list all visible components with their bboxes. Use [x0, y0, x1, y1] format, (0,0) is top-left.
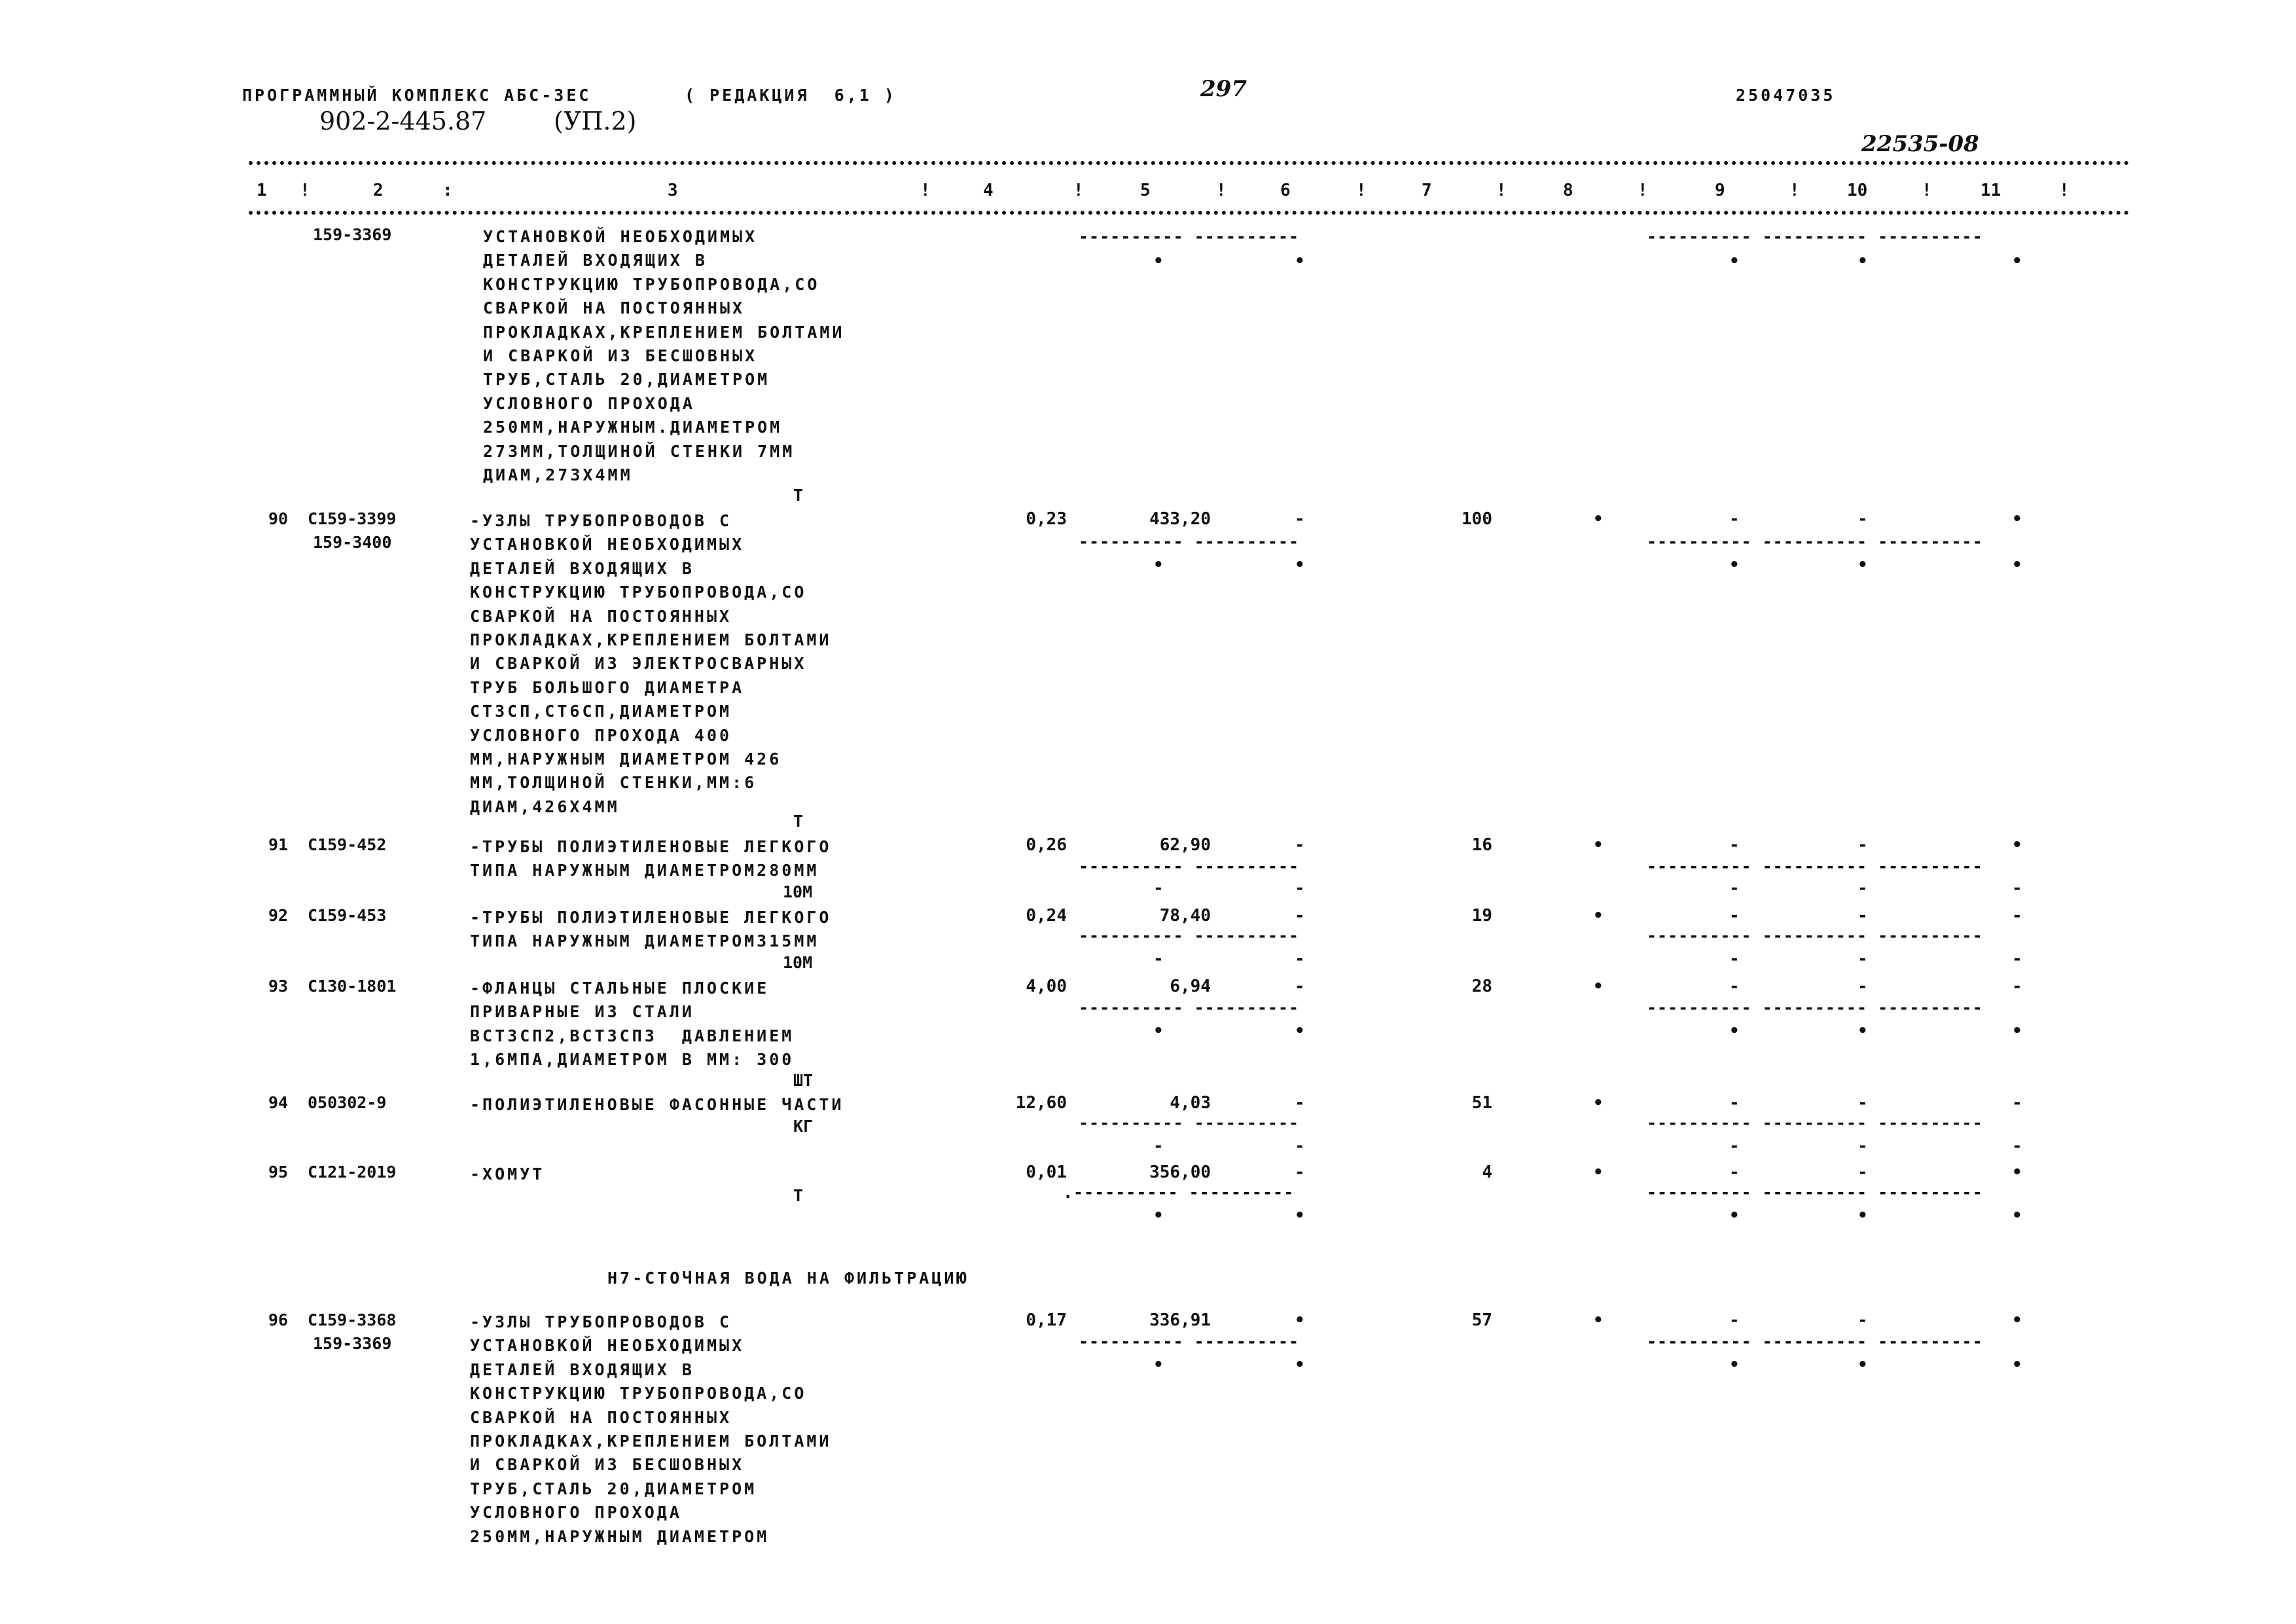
header-rule-top	[249, 161, 2130, 165]
row-description: -УЗЛЫ ТРУБОПРОВОДОВ С УСТАНОВКОЙ НЕОБХОДИМЫХ ДЕТАЛЕЙ ВХОДЯЩИХ В КОНСТРУКЦИЮ ТРУБОПРОВОДА,СО СВАРКОЙ НА ПОСТОЯННЫХ ПРОКЛАДКАХ,КРЕПЛЕНИЕМ БОЛТАМИ И СВАРКОЙ ИЗ БЕСШОВНЫХ ТРУБ,СТАЛЬ 20,ДИАМЕТРОМ УСЛОВНОГО ПРОХОДА 250ММ,НАРУЖНЫМ ДИАМЕТРОМ	[470, 1312, 832, 1546]
row-code: С159-3368	[308, 1310, 397, 1329]
row-code-secondary: 159-3400	[313, 533, 392, 552]
row-code: 050302-9	[308, 1093, 387, 1112]
empty-mark: -	[1295, 1093, 1305, 1113]
column-header: 4	[983, 181, 994, 200]
row-col7: 16	[1471, 835, 1492, 855]
empty-mark: -	[1295, 1163, 1305, 1182]
row-price: 62,90	[1159, 835, 1211, 855]
column-header: 5	[1140, 181, 1151, 200]
program-name: ПРОГРАММНЫЙ КОМПЛЕКС АБС-ЗЕС	[242, 86, 592, 105]
row-number: 90	[268, 509, 289, 528]
dash-line: ---------- ---------- ----------	[1647, 1332, 1983, 1351]
empty-mark: -	[1153, 949, 1164, 969]
column-separator: !	[1216, 181, 1227, 200]
empty-mark: -	[1857, 835, 1868, 855]
dash-line: ---------- ---------- ----------	[1647, 998, 1983, 1017]
row-description: УСТАНОВКОЙ НЕОБХОДИМЫХ ДЕТАЛЕЙ ВХОДЯЩИХ В КОНСТРУКЦИЮ ТРУБОПРОВОДА,СО СВАРКОЙ НА ПОСТОЯННЫХ ПРОКЛАДКАХ,КРЕПЛЕНИЕМ БОЛТАМИ И СВАРКОЙ ИЗ БЕСШОВНЫХ ТРУБ,СТАЛЬ 20,ДИАМЕТРОМ УСЛОВНОГО ПРОХОДА 250ММ,НАРУЖНЫМ.ДИАМЕТРОМ 273ММ,ТОЛЩИНОЙ СТЕНКИ 7ММ ДИАМ,273Х4ММ	[483, 227, 845, 485]
empty-mark: -	[1729, 1136, 1740, 1156]
empty-mark: •	[2012, 1021, 2022, 1041]
row-description: -ФЛАНЦЫ СТАЛЬНЫЕ ПЛОСКИЕ ПРИВАРНЫЕ ИЗ СТАЛИ ВСТЗСП2,ВСТЗСП3 ДАВЛЕНИЕМ 1,6МПА,ДИАМЕТРОМ В ММ: 300	[470, 979, 795, 1070]
row-col7: 28	[1471, 977, 1492, 996]
row-price: 6,94	[1170, 977, 1211, 996]
dash-line: ---------- ----------	[1079, 227, 1300, 246]
empty-mark: •	[1593, 835, 1604, 855]
empty-mark: -	[1857, 949, 1868, 969]
row-quantity: 0,01	[1026, 1163, 1067, 1182]
empty-mark: •	[1295, 1310, 1305, 1330]
empty-mark: •	[1729, 1206, 1740, 1225]
empty-mark: •	[1857, 1021, 1868, 1041]
empty-mark: •	[1857, 251, 1868, 271]
empty-mark: -	[1729, 1093, 1740, 1113]
row-number: 92	[268, 906, 289, 925]
row-description: -ТРУБЫ ПОЛИЭТИЛЕНОВЫЕ ЛЕГКОГО ТИПА НАРУЖНЫМ ДИАМЕТРОМ280ММ	[470, 837, 832, 880]
empty-mark: -	[1295, 835, 1305, 855]
row-description: -УЗЛЫ ТРУБОПРОВОДОВ С УСТАНОВКОЙ НЕОБХОДИМЫХ ДЕТАЛЕЙ ВХОДЯЩИХ В КОНСТРУКЦИЮ ТРУБОПРОВОДА,СО СВАРКОЙ НА ПОСТОЯННЫХ ПРОКЛАДКАХ,КРЕПЛЕНИЕМ БОЛТАМИ И СВАРКОЙ ИЗ ЭЛЕКТРОСВАРНЫХ ТРУБ БОЛЬШОГО ДИАМЕТРА СТЗСП,СТ6СП,ДИАМЕТРОМ УСЛОВНОГО ПРОХОДА 400 ММ,НАРУЖНЫМ ДИАМЕТРОМ 426 ММ,ТОЛЩИНОЙ СТЕНКИ,ММ:6 ДИАМ,426Х4ММ	[470, 511, 832, 816]
empty-mark: •	[1729, 1021, 1740, 1041]
dash-line: ---------- ----------	[1079, 926, 1300, 945]
empty-mark: •	[1153, 1206, 1164, 1225]
row-description: -ТРУБЫ ПОЛИЭТИЛЕНОВЫЕ ЛЕГКОГО ТИПА НАРУЖНЫМ ДИАМЕТРОМ315ММ	[470, 908, 832, 951]
doc-id: 25047035	[1736, 86, 1836, 105]
column-header: 8	[1563, 181, 1573, 200]
header-rule-bottom	[249, 211, 2130, 215]
row-number: 96	[268, 1310, 289, 1329]
empty-mark: -	[1857, 1163, 1868, 1182]
sheet-ref: 22535-08	[1861, 131, 1979, 157]
dash-line: ---------- ---------- ----------	[1647, 1113, 1983, 1132]
row-unit: ШТ	[793, 1071, 814, 1090]
row-number: 91	[268, 835, 289, 854]
empty-mark: -	[1729, 977, 1740, 996]
empty-mark: •	[1153, 251, 1164, 271]
doc-code: 902-2-445.87	[319, 107, 487, 135]
empty-mark: •	[2012, 1355, 2022, 1375]
row-number: 94	[268, 1093, 289, 1112]
empty-mark: -	[2012, 878, 2022, 898]
empty-mark: •	[1593, 1163, 1604, 1182]
row-unit: Т	[793, 486, 804, 505]
empty-mark: •	[1295, 1206, 1305, 1225]
empty-mark: -	[1295, 878, 1305, 898]
empty-mark: -	[1295, 509, 1305, 529]
row-code: 159-3369	[313, 225, 392, 244]
empty-mark: -	[1857, 509, 1868, 529]
empty-mark: -	[1857, 977, 1868, 996]
dash-line: .---------- ----------	[1063, 1183, 1295, 1202]
column-separator: !	[300, 181, 310, 200]
empty-mark: •	[1295, 1355, 1305, 1375]
empty-mark: -	[1729, 878, 1740, 898]
empty-mark: -	[1729, 906, 1740, 926]
empty-mark: •	[2012, 509, 2022, 529]
empty-mark: -	[2012, 977, 2022, 996]
dash-line: ---------- ----------	[1079, 857, 1300, 876]
album-label: (УП.2)	[554, 107, 637, 135]
column-separator: !	[1638, 181, 1648, 200]
row-quantity: 0,17	[1026, 1310, 1067, 1330]
empty-mark: •	[1593, 977, 1604, 996]
empty-mark: •	[1729, 1355, 1740, 1375]
edition: ( РЕДАКЦИЯ 6,1 )	[685, 86, 897, 105]
dash-line: ---------- ----------	[1079, 1332, 1300, 1351]
column-header: 11	[1981, 181, 2001, 200]
empty-mark: -	[1295, 1136, 1305, 1156]
row-code-secondary: 159-3369	[313, 1334, 392, 1353]
empty-mark: •	[2012, 251, 2022, 271]
row-col7: 51	[1471, 1093, 1492, 1113]
row-unit: Т	[793, 812, 804, 831]
empty-mark: •	[1153, 1355, 1164, 1375]
empty-mark: •	[2012, 555, 2022, 575]
empty-mark: •	[2012, 1163, 2022, 1182]
section-heading: Н7-СТОЧНАЯ ВОДА НА ФИЛЬТРАЦИЮ	[607, 1269, 969, 1288]
empty-mark: -	[1857, 1136, 1868, 1156]
dash-line: ---------- ---------- ----------	[1647, 532, 1983, 551]
row-quantity: 0,26	[1026, 835, 1067, 855]
empty-mark: •	[1295, 1021, 1305, 1041]
column-separator: !	[1922, 181, 1932, 200]
row-number: 95	[268, 1163, 289, 1182]
empty-mark: -	[1295, 949, 1305, 969]
row-unit: КГ	[793, 1117, 814, 1136]
empty-mark: •	[2012, 835, 2022, 855]
empty-mark: •	[1593, 906, 1604, 926]
column-separator: !	[1496, 181, 1507, 200]
empty-mark: -	[1295, 977, 1305, 996]
column-separator: !	[1356, 181, 1367, 200]
row-quantity: 0,24	[1026, 906, 1067, 926]
empty-mark: •	[2012, 1310, 2022, 1330]
page-number: 297	[1200, 76, 1247, 102]
column-header: 9	[1715, 181, 1725, 200]
empty-mark: -	[1295, 906, 1305, 926]
row-price: 336,91	[1149, 1310, 1211, 1330]
dash-line: ---------- ----------	[1079, 998, 1300, 1017]
row-code: С121-2019	[308, 1163, 397, 1182]
empty-mark: •	[1857, 1206, 1868, 1225]
dash-line: ---------- ---------- ----------	[1647, 227, 1983, 246]
dash-line: ---------- ----------	[1079, 532, 1300, 551]
row-code: С130-1801	[308, 977, 397, 996]
row-unit: 10М	[783, 882, 813, 901]
empty-mark: •	[1857, 555, 1868, 575]
empty-mark: -	[1729, 509, 1740, 529]
empty-mark: •	[1593, 1093, 1604, 1113]
empty-mark: -	[1729, 1163, 1740, 1182]
row-price: 433,20	[1149, 509, 1211, 529]
row-quantity: 4,00	[1026, 977, 1067, 996]
row-col7: 4	[1482, 1163, 1492, 1182]
empty-mark: -	[1729, 835, 1740, 855]
empty-mark: -	[2012, 949, 2022, 969]
empty-mark: •	[1729, 251, 1740, 271]
empty-mark: •	[2012, 1206, 2022, 1225]
column-separator: :	[442, 181, 453, 200]
empty-mark: •	[1593, 509, 1604, 529]
empty-mark: -	[1857, 1310, 1868, 1330]
row-price: 356,00	[1149, 1163, 1211, 1182]
column-header: 10	[1847, 181, 1868, 200]
empty-mark: •	[1729, 555, 1740, 575]
dash-line: ---------- ---------- ----------	[1647, 857, 1983, 876]
row-code: С159-452	[308, 835, 387, 854]
row-code: С159-453	[308, 906, 387, 925]
column-separator: !	[920, 181, 931, 200]
empty-mark: •	[1295, 251, 1305, 271]
row-col7: 57	[1471, 1310, 1492, 1330]
empty-mark: -	[1857, 906, 1868, 926]
empty-mark: •	[1153, 555, 1164, 575]
column-header: 3	[668, 181, 678, 200]
empty-mark: -	[1729, 1310, 1740, 1330]
row-number: 93	[268, 977, 289, 996]
row-quantity: 12,60	[1015, 1093, 1067, 1113]
empty-mark: •	[1857, 1355, 1868, 1375]
empty-mark: -	[2012, 906, 2022, 926]
row-price: 78,40	[1159, 906, 1211, 926]
row-description: -ХОМУТ	[470, 1164, 545, 1183]
empty-mark: -	[1729, 949, 1740, 969]
empty-mark: -	[1153, 878, 1164, 898]
dash-line: ---------- ----------	[1079, 1113, 1300, 1132]
empty-mark: -	[1153, 1136, 1164, 1156]
column-header: 2	[373, 181, 384, 200]
column-header: 1	[257, 181, 267, 200]
column-header: 6	[1280, 181, 1291, 200]
dash-line: ---------- ---------- ----------	[1647, 1183, 1983, 1202]
column-separator: !	[1789, 181, 1800, 200]
empty-mark: •	[1295, 555, 1305, 575]
row-col7: 100	[1462, 509, 1492, 529]
row-code: С159-3399	[308, 509, 397, 528]
row-unit: 10М	[783, 953, 813, 972]
dash-line: ---------- ---------- ----------	[1647, 926, 1983, 945]
empty-mark: -	[1857, 1093, 1868, 1113]
empty-mark: -	[2012, 1136, 2022, 1156]
column-separator: !	[2059, 181, 2070, 200]
column-header: 7	[1422, 181, 1432, 200]
empty-mark: -	[2012, 1093, 2022, 1113]
row-description: -ПОЛИЭТИЛЕНОВЫЕ ФАСОННЫЕ ЧАСТИ	[470, 1095, 844, 1114]
empty-mark: •	[1593, 1310, 1604, 1330]
empty-mark: -	[1857, 878, 1868, 898]
row-col7: 19	[1471, 906, 1492, 926]
row-price: 4,03	[1170, 1093, 1211, 1113]
row-quantity: 0,23	[1026, 509, 1067, 529]
empty-mark: •	[1153, 1021, 1164, 1041]
row-unit: Т	[793, 1186, 804, 1205]
column-separator: !	[1073, 181, 1084, 200]
